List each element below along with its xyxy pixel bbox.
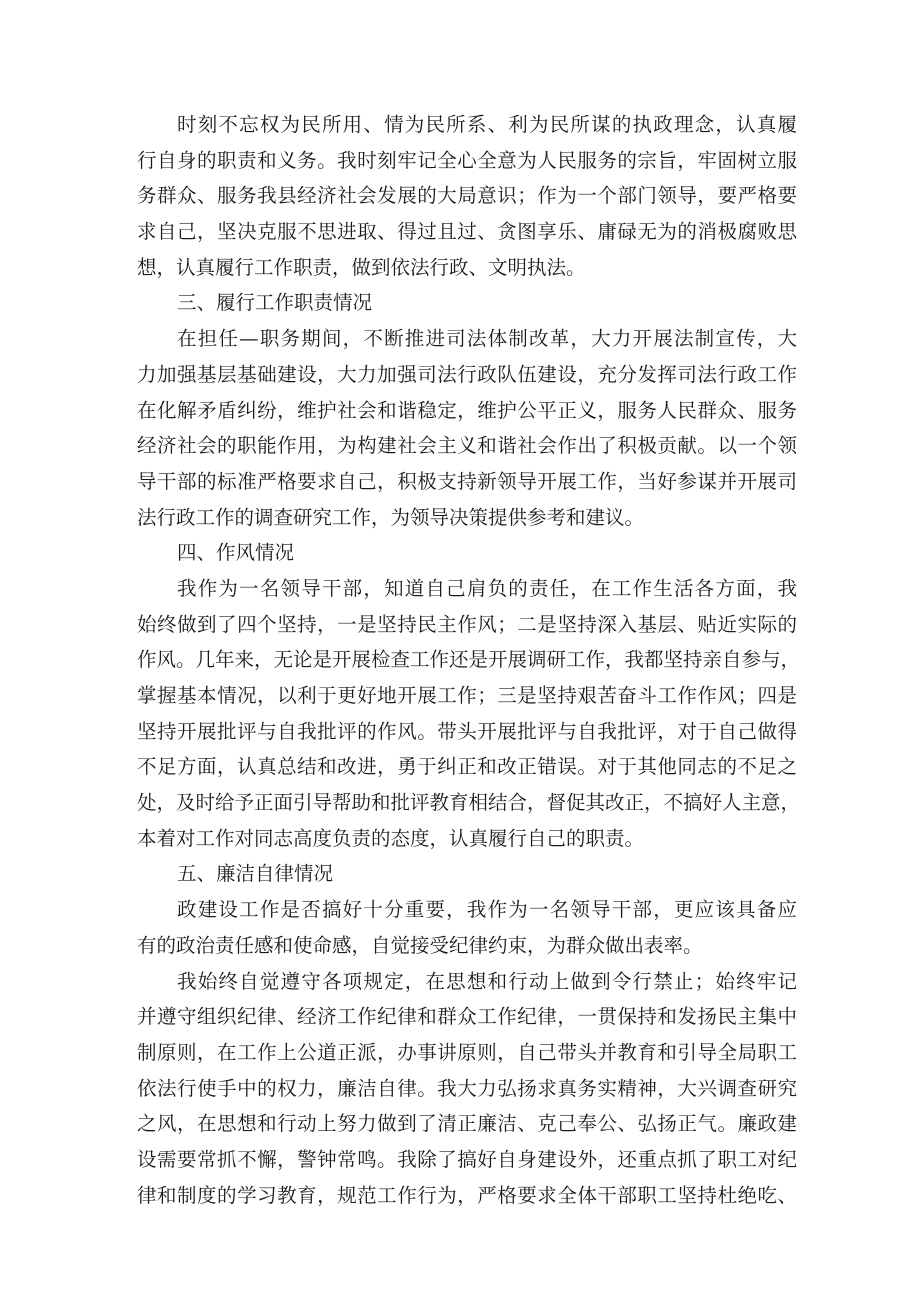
paragraph-line: 设需要常抓不懈，警钟常鸣。我除了搞好自身建设外，还重点抓了职工对纪 [137, 1147, 797, 1171]
paragraph-line: 政建设工作是否搞好十分重要，我作为一名领导干部，更应该具备应 [177, 898, 797, 922]
paragraph-line: 本着对工作对同志高度负责的态度，认真履行自己的职责。 [137, 826, 645, 850]
paragraph-line: 求自己，坚决克服不思进取、得过且过、贪图享乐、庸碌无为的消极腐败思 [137, 220, 797, 244]
paragraph-line: 有的政治责任感和使命感，自觉接受纪律约束，为群众做出表率。 [137, 933, 703, 957]
paragraph-line: 在化解矛盾纠纷，维护社会和谐稳定，维护公平正义，服务人民群众、服务 [137, 398, 797, 422]
paragraph-line: 我始终自觉遵守各项规定，在思想和行动上做到令行禁止；始终牢记 [177, 969, 797, 993]
paragraph-line: 作风。几年来，无论是开展检查工作还是开展调研工作，我都坚持亲自参与， [137, 648, 801, 672]
paragraph-line: 并遵守组织纪律、经济工作纪律和群众工作纪律，一贯保持和发扬民主集中 [137, 1005, 797, 1029]
paragraph-line: 导干部的标准严格要求自己，积极支持新领导开展工作，当好参谋并开展司 [137, 469, 797, 493]
section-heading: 五、廉洁自律情况 [177, 862, 334, 886]
section-heading: 三、履行工作职责情况 [177, 291, 373, 315]
paragraph-line: 依法行使手中的权力，廉洁自律。我大力弘扬求真务实精神，大兴调查研究 [137, 1076, 797, 1100]
paragraph-line: 律和制度的学习教育，规范工作行为，严格要求全体干部职工坚持杜绝吃、 [137, 1183, 797, 1207]
paragraph-line: 坚持开展批评与自我批评的作风。带头开展批评与自我批评，对于自己做得 [137, 719, 797, 743]
paragraph-line: 不足方面，认真总结和改进，勇于纠正和改正错误。对于其他同志的不足之 [137, 755, 797, 779]
paragraph-line: 我作为一名领导干部，知道自己肩负的责任，在工作生活各方面，我 [177, 576, 797, 600]
section-heading: 四、作风情况 [177, 541, 295, 565]
paragraph-line: 经济社会的职能作用，为构建社会主义和谐社会作出了积极贡献。以一个领 [137, 434, 797, 458]
paragraph-line: 法行政工作的调查研究工作，为领导决策提供参考和建议。 [137, 505, 645, 529]
paragraph-line: 之风，在思想和行动上努力做到了清正廉洁、克己奉公、弘扬正气。廉政建 [137, 1112, 797, 1136]
paragraph-line: 时刻不忘权为民所用、情为民所系、利为民所谋的执政理念，认真履 [177, 113, 797, 136]
paragraph-line: 制原则，在工作上公道正派，办事讲原则，自己带头并教育和引导全局职工 [137, 1040, 797, 1064]
paragraph-line: 在担任—职务期间，不断推进司法体制改革，大力开展法制宣传，大 [177, 327, 797, 351]
paragraph-line: 想，认真履行工作职责，做到依法行政、文明执法。 [137, 255, 586, 279]
paragraph-line: 始终做到了四个坚持，一是坚持民主作风；二是坚持深入基层、贴近实际的 [137, 612, 797, 636]
paragraph-line: 掌握基本情况，以利于更好地开展工作；三是坚持艰苦奋斗工作作风；四是 [137, 684, 797, 707]
paragraph-line: 行自身的职责和义务。我时刻牢记全心全意为人民服务的宗旨，牢固树立服 [137, 148, 797, 172]
document-page [137, 107, 801, 1213]
paragraph-line: 力加强基层基础建设，大力加强司法行政队伍建设，充分发挥司法行政工作 [137, 362, 797, 386]
paragraph-line: 务群众、服务我县经济社会发展的大局意识；作为一个部门领导，要严格要 [137, 184, 797, 208]
paragraph-line: 处，及时给予正面引导帮助和批评教育相结合，督促其改正，不搞好人主意， [137, 791, 801, 815]
